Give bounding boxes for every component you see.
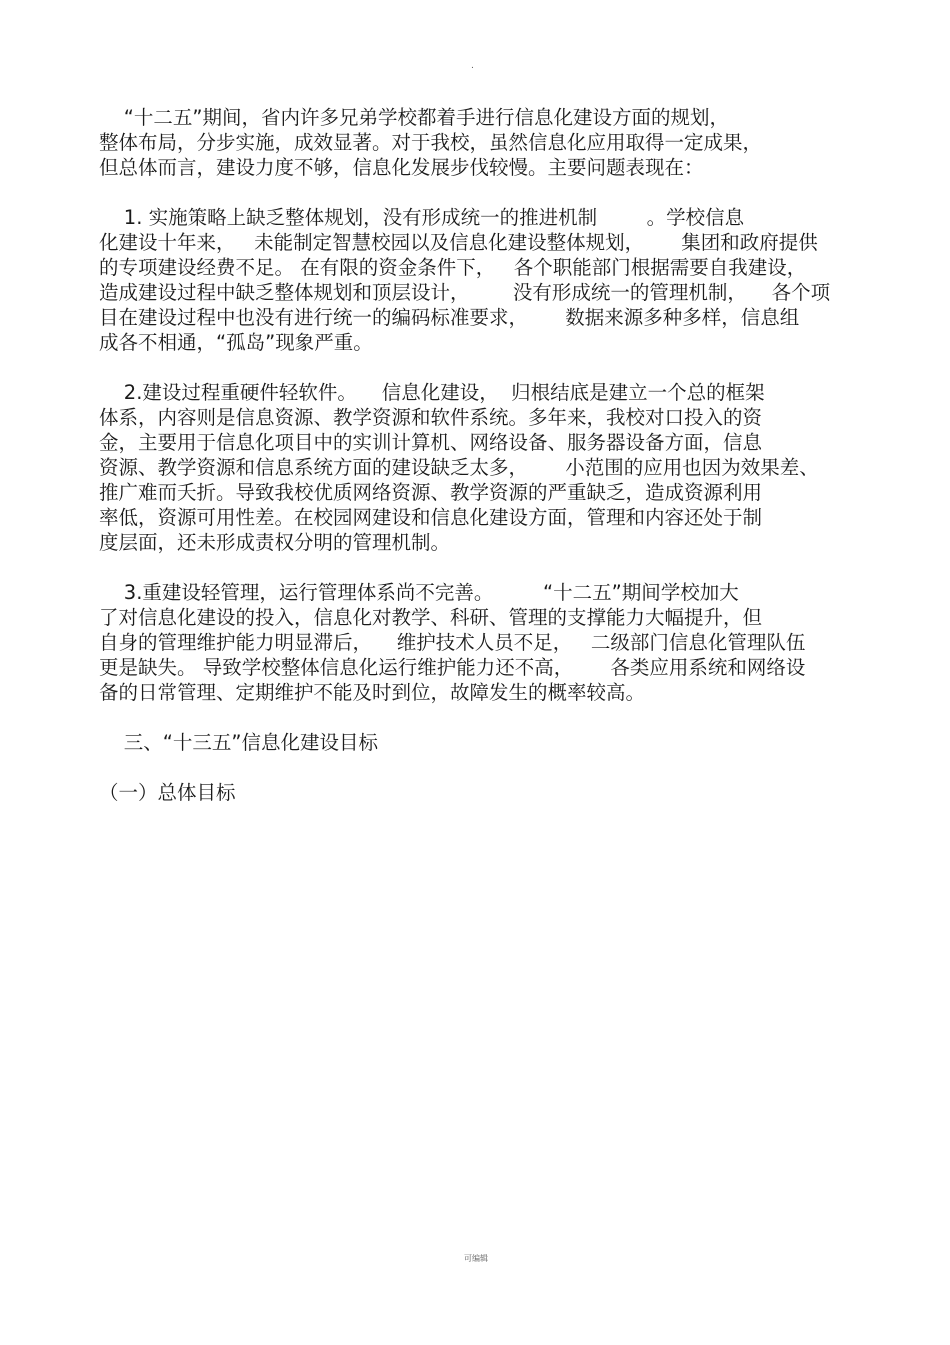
paragraph-intro — [99, 105, 859, 180]
text-line: 的专项建设经费不足。 在有限的资金条件下， 各个职能部门根据需要自我建设， — [99, 256, 807, 279]
paragraph-item-1 — [99, 205, 859, 355]
paragraph-item-3 — [99, 580, 859, 705]
text-line: 1. 实施策略上缺乏整体规划，没有形成统一的推进机制 。学校信息 — [99, 206, 745, 229]
text-line: 但总体而言，建设力度不够，信息化发展步伐较慢。主要问题表现在： — [99, 156, 704, 179]
text-line: 目在建设过程中也没有进行统一的编码标准要求， 数据来源多种多样，信息组 — [99, 306, 800, 329]
text-line: 率低，资源可用性差。在校园网建设和信息化建设方面，管理和内容还处于制 — [99, 506, 763, 529]
text-line: 成各不相通，“孤岛”现象严重。 — [99, 331, 373, 354]
text-line: 了对信息化建设的投入，信息化对教学、科研、管理的支撑能力大幅提升，但 — [99, 606, 763, 629]
text-line: 自身的管理维护能力明显滞后， 维护技术人员不足， 二级部门信息化管理队伍 — [99, 631, 806, 654]
text-line: 资源、教学资源和信息系统方面的建设缺乏太多， 小范围的应用也因为效果差、 — [99, 456, 819, 479]
text-line: “十二五”期间，省内许多兄弟学校都着手进行信息化建设方面的规划， — [99, 106, 729, 129]
paragraph-item-2 — [99, 380, 859, 555]
text-line: 体系，内容则是信息资源、教学资源和软件系统。多年来，我校对口投入的资 — [99, 406, 763, 429]
text-line: 整体布局，分步实施，成效显著。对于我校，虽然信息化应用取得一定成果， — [99, 131, 763, 154]
text-line: 3.重建设轻管理，运行管理体系尚不完善。 “十二五”期间学校加大 — [99, 581, 739, 604]
text-line: 更是缺失。 导致学校整体信息化运行维护能力还不高， 各类应用系统和网络设 — [99, 656, 806, 679]
text-line: 度层面，还未形成责权分明的管理机制。 — [99, 531, 451, 554]
section-heading — [99, 730, 859, 755]
subsection-heading — [99, 780, 859, 805]
heading-line: （一）总体目标 — [99, 781, 236, 804]
text-line: 2.建设过程重硬件轻软件。 信息化建设， 归根结底是建立一个总的框架 — [99, 381, 765, 404]
text-line: 金，主要用于信息化项目中的实训计算机、网络设备、服务器设备方面，信息 — [99, 431, 763, 454]
page-top-mark: . — [471, 61, 474, 71]
text-line: 化建设十年来， 未能制定智慧校园以及信息化建设整体规划， 集团和政府提供 — [99, 231, 818, 254]
page-footer: 可编辑 — [464, 1254, 488, 1263]
text-line: 推广难而夭折。导致我校优质网络资源、教学资源的严重缺乏，造成资源利用 — [99, 481, 763, 504]
text-line: 造成建设过程中缺乏整体规划和顶层设计， 没有形成统一的管理机制， 各个项 — [99, 281, 831, 304]
text-line: 备的日常管理、定期维护不能及时到位，故障发生的概率较高。 — [99, 681, 646, 704]
heading-line: 三、“十三五”信息化建设目标 — [99, 731, 378, 754]
document-body — [99, 105, 859, 805]
